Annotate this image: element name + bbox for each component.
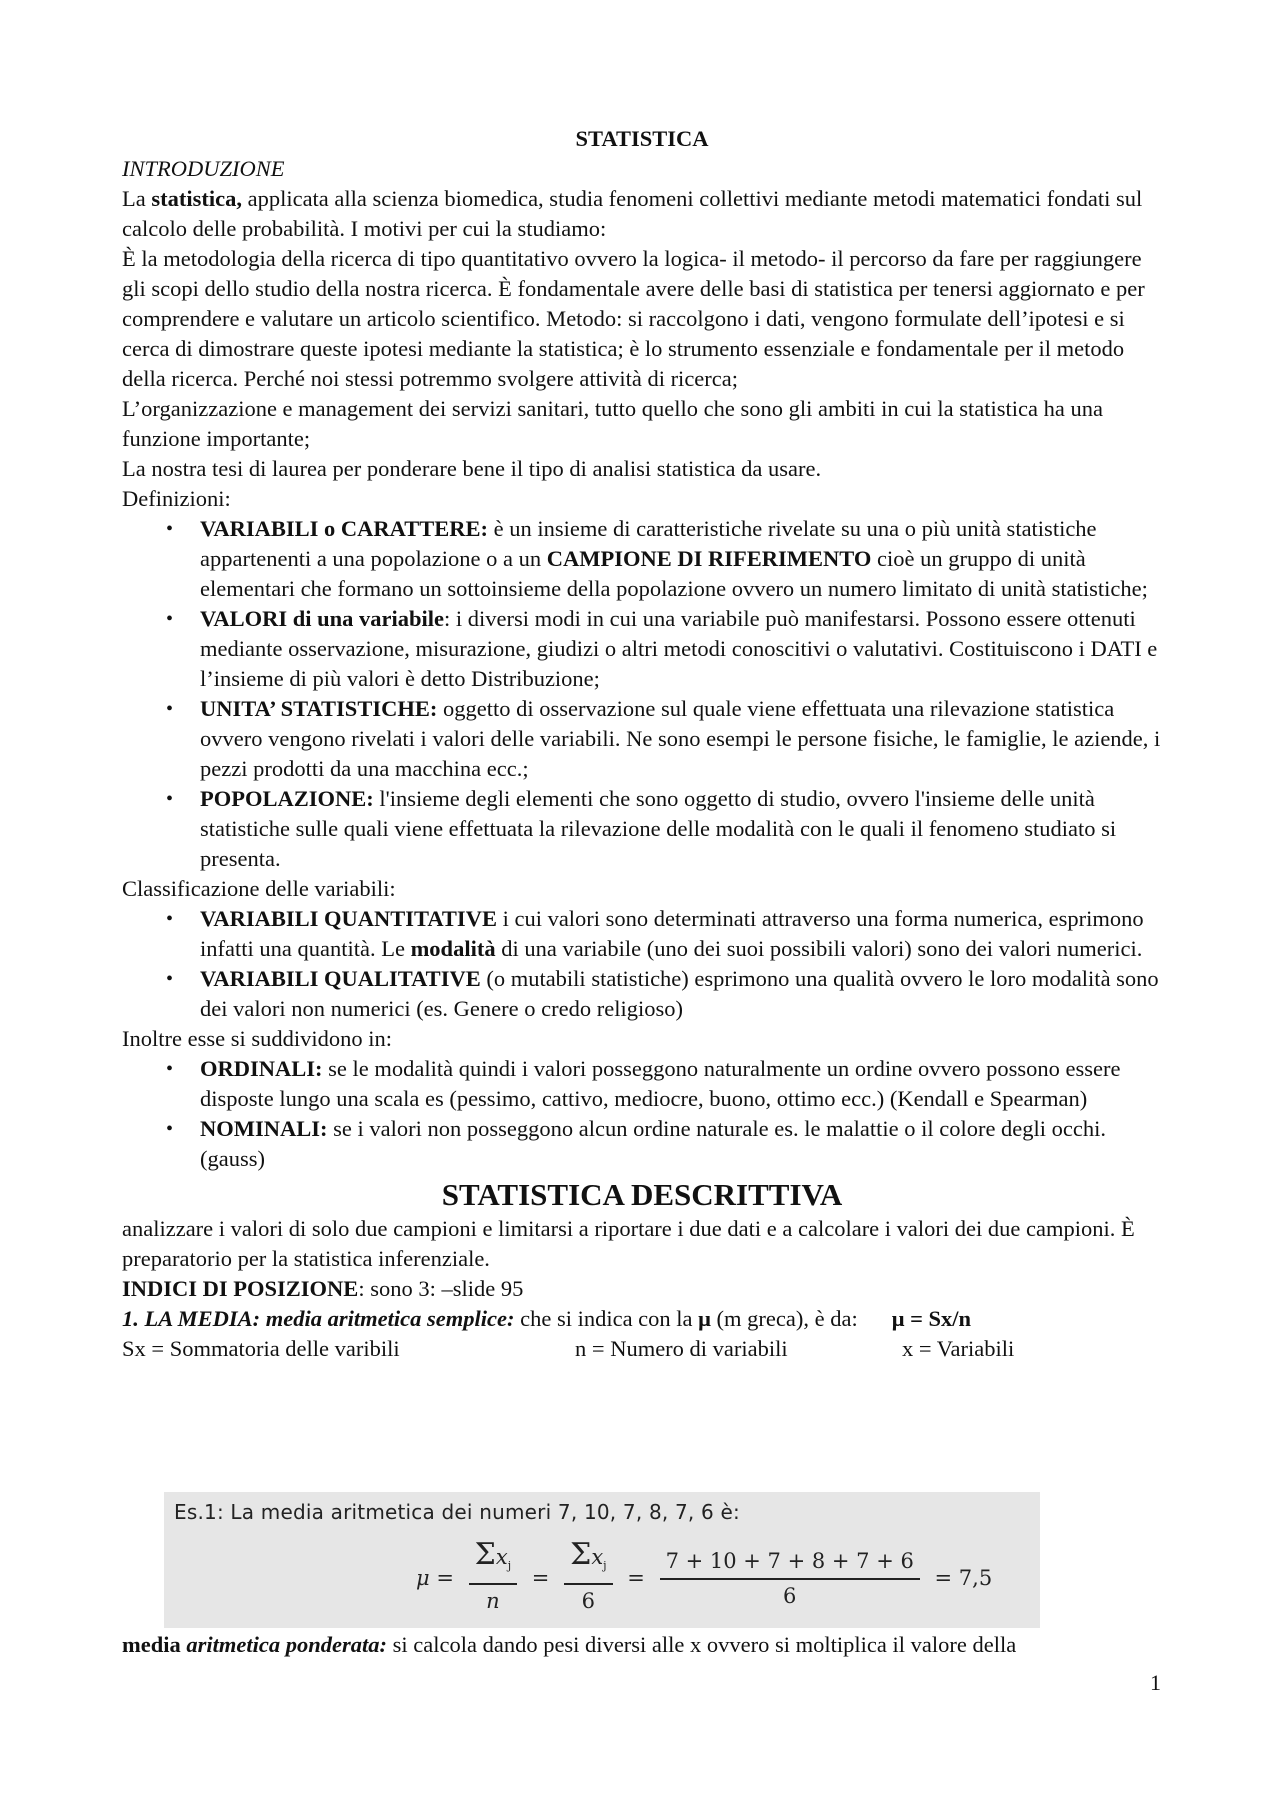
subdivide-list [122,1054,1162,1174]
term: VALORI di una variabile [200,606,445,631]
example-result: = 7,5 [934,1565,993,1590]
intro-rest: applicata alla scienza biomedica, studia fenomeni collettivi mediante metodi matematici fondati sul calcolo delle probabilità. I motivi per cui la studiamo: [122,186,1143,241]
bullet-icon: • [166,698,174,720]
list-item [122,964,1162,1024]
mean-formula: μ = Sx/n [891,1306,972,1331]
term: modalità [410,936,496,961]
intro-paragraph-3: L’organizzazione e management dei servizi sanitari, tutto quello che sono gli ambiti in cui la statistica ha una funzione importante; [122,396,1103,451]
definition-text: (o mutabili statistiche) esprimono una qualità ovvero le loro modalità sono dei valori non numerici (es. Genere o credo religioso) [200,966,1159,1021]
definitions-list [122,514,1162,874]
list-item [122,904,1162,964]
fraction-values: $\frac{7 + 10 + 7 + 8 + 7 + 6}{6}$ [660,1544,920,1612]
definition-text: l'insieme degli elementi che sono oggetto di studio, ovvero l'insieme delle unità statistiche sulle quali viene effettuata la rilevazione delle modalità con le quali il fenomeno studiato si presenta. [200,786,1117,871]
media-text: (m greca), è da: [710,1306,858,1331]
bullet-icon: • [166,608,174,630]
legend-x: x = Variabili [902,1336,1015,1361]
bullet-icon: • [166,518,174,540]
introduction-heading: INTRODUZIONE [122,156,285,181]
list-item [122,514,1162,604]
term: VARIABILI QUALITATIVE [200,966,481,991]
term: ORDINALI: [200,1056,323,1081]
term: CAMPIONE DI RIFERIMENTO [546,546,872,571]
mu-symbol: μ = [416,1565,454,1590]
media-text: che si indica con la [514,1306,699,1331]
bullet-icon: • [166,908,174,930]
definition-text: di una variabile (uno dei suoi possibili valori) sono dei valori numerici. [495,936,1143,961]
example-formula: μ = $\frac{\Sigma x_j}{n}$ = $\frac{\Sigma x_j}{6}$ = $\frac{7 + 10 + 7 + 8 + 7 + 6}{6}$ = 7,5 [414,1538,994,1617]
definition-text: è un insieme di caratteristiche rivelate su una o più unità statistiche appartenenti a una popolazione o a un [200,516,1097,571]
legend-sx: Sx = Sommatoria delle varibili [122,1336,400,1361]
definition-text: : i diversi modi in cui una variabile può manifestarsi. Possono essere ottenuti mediante osservazione, misurazione, giudizi o altri metodi conoscitivi o valutativi. Costituiscono i DATI e l’insieme di più valori è detto Distribuzione; [200,606,1158,691]
indici-text: : sono 3: –slide 95 [358,1276,524,1301]
term: VARIABILI o CARATTERE: [200,516,488,541]
term: UNITA’ STATISTICHE: [200,696,438,721]
definition-text: oggetto di osservazione sul quale viene effettuata una rilevazione statistica ovvero vengono rivelati i valori delle variabili. Ne sono esempi le persone fisiche, le famiglie, le aziende, i pezzi prodotti da una macchina ecc.; [200,696,1161,781]
intro-bold-term: statistica, [151,186,242,211]
weighted-bold-italic: aritmetica ponderata: [186,1632,387,1657]
definition-text: se le modalità quindi i valori posseggono naturalmente un ordine ovvero possono essere disposte lungo una scala es (pessimo, cattivo, mediocre, buono, ottimo ecc.) (Kendall e Spearman) [200,1056,1121,1111]
term: NOMINALI: [200,1116,328,1141]
classification-list [122,904,1162,1024]
media-line [122,1304,1162,1334]
definition-text: se i valori non posseggono alcun ordine naturale es. le malattie o il colore degli occhi. (gauss) [200,1116,1107,1171]
legend-n: n = Numero di variabili [575,1336,788,1361]
classification-label: Classificazione delle variabili: [122,876,396,901]
subdivide-label: Inoltre esse si suddividono in: [122,1026,392,1051]
bullet-icon: • [166,968,174,990]
weighted-text: si calcola dando pesi diversi alle x ovvero si moltiplica il valore della [387,1632,1017,1657]
intro-paragraph-4: La nostra tesi di laurea per ponderare bene il tipo di analisi statistica da usare. [122,456,822,481]
intro-paragraph-1 [122,184,1162,244]
example-caption: Es.1: La media aritmetica dei numeri 7, 10, 7, 8, 7, 6 è: [174,1500,740,1524]
bullet-icon: • [166,788,174,810]
list-item [122,1054,1162,1114]
definition-text: i cui valori sono determinati attraverso una forma numerica, esprimono infatti una quantità. Le [200,906,1144,961]
media-label: 1. LA MEDIA: media aritmetica semplice: [122,1306,515,1331]
term: POPOLAZIONE: [200,786,374,811]
weighted-mean-line [122,1630,1162,1660]
intro-paragraph-2: È la metodologia della ricerca di tipo quantitativo ovvero la logica- il metodo- il percorso da fare per raggiungere gli scopi dello studio della nostra ricerca. È fondamentale avere delle basi di statistica per tenersi aggiornato e per comprendere e valutare un articolo scientifico. Metodo: si raccolgono i dati, vengono formulate dell’ipotesi e si cerca di dimostrare queste ipotesi mediante la statistica; è lo strumento essenziale e fondamentale per il metodo della ricerca. Perché noi stessi potremmo svolgere attività di ricerca; [122,246,1145,391]
fraction-sum-6: $\frac{\Sigma x_j}{6}$ [564,1538,612,1617]
list-item [122,694,1162,784]
weighted-bold: media [122,1632,187,1657]
bullet-icon: • [166,1118,174,1140]
mu-symbol: μ [698,1306,711,1331]
intro-lead: La [122,186,152,211]
example-image [164,1492,1040,1628]
fraction-sum-n: $\frac{\Sigma x_j}{n}$ [469,1538,517,1617]
list-item [122,784,1162,874]
descriptive-intro: analizzare i valori di solo due campioni e limitarsi a riportare i due dati e a calcolare i valori dei due campioni. È preparatorio per la statistica inferenziale. [122,1216,1135,1271]
list-item [122,1114,1162,1174]
indici-title: INDICI DI POSIZIONE [122,1276,359,1301]
indici-line [122,1274,1162,1304]
document-body [122,124,1162,1364]
definition-text: cioè un gruppo di unità elementari che formano un sottoinsieme della popolazione ovvero un numero limitato di unità statistiche; [200,546,1148,601]
term: VARIABILI QUANTITATIVE [200,906,497,931]
page-number: 1 [1150,1670,1161,1695]
section-heading: STATISTICA DESCRITTIVA [441,1177,843,1212]
list-item [122,604,1162,694]
document-title: STATISTICA [575,126,709,151]
definitions-label: Definizioni: [122,486,231,511]
variables-legend [122,1334,1162,1364]
bullet-icon: • [166,1058,174,1080]
